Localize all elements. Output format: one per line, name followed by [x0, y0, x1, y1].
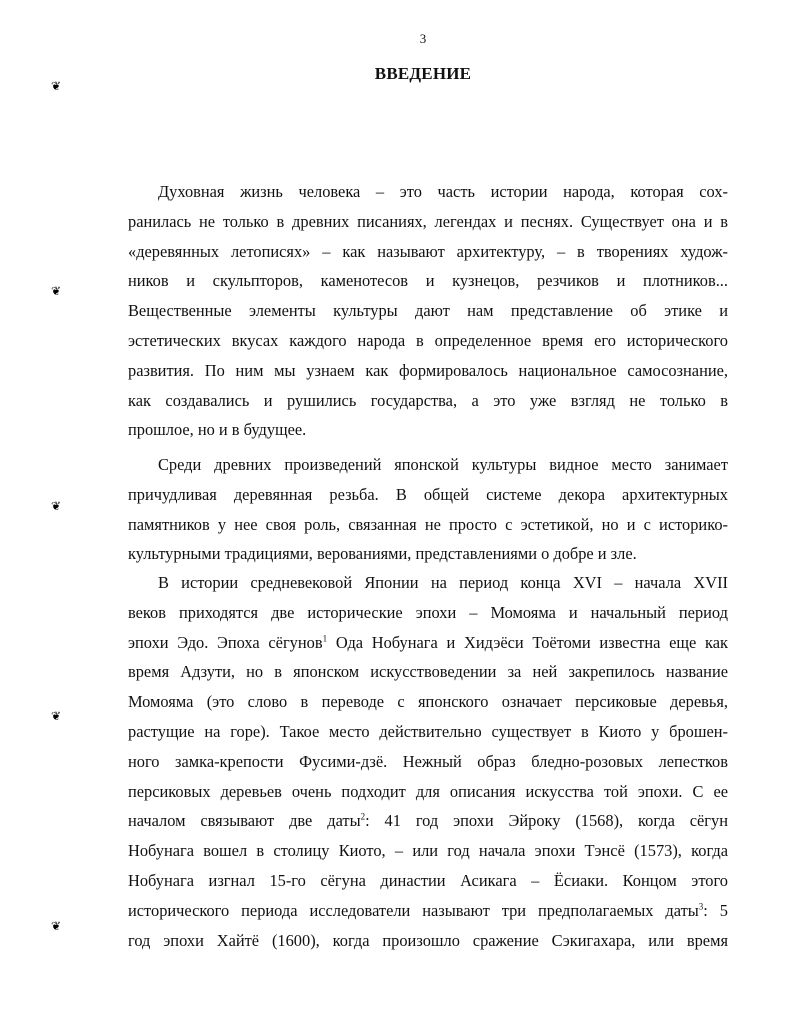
text-line: Момояма (это слово в переводе с японского означает персиковые деревья, — [128, 692, 728, 712]
text-line: Среди древних произведений японской культуры видное место занимает — [158, 455, 728, 474]
text-segment: : 5 — [703, 900, 728, 920]
text-line-with-footnote — [128, 806, 728, 836]
margin-mark: ❦ — [51, 284, 62, 298]
footnote-ref[interactable]: 2 — [360, 811, 366, 822]
text-segment: началом связывают две даты — [128, 811, 361, 831]
text-line: ного замка-крепости Фусими-дзё. Нежный образ бледно-розовых лепестков — [128, 751, 728, 771]
margin-mark: ❦ — [51, 709, 62, 723]
page-title: ВВЕДЕНИЕ — [374, 64, 472, 83]
text-line: Нобунага изгнал 15-го сёгуна династии Асикага – Ёсиаки. Концом этого — [128, 870, 728, 890]
text-line: ранилась не только в древних писаниях, легендах и песнях. Существует она и в — [128, 211, 728, 231]
text-line: Духовная жизнь человека – это часть истории народа, которая сох- — [158, 182, 728, 201]
text-line: персиковых деревьев очень подходит для описания искусства той эпохи. С ее — [128, 781, 728, 801]
text-line: как создавались и рушились государства, а это уже взгляд не только в — [128, 390, 728, 410]
text-segment: исторического периода исследователи называют три предполагаемых даты — [128, 900, 699, 920]
text-line: развития. По ним мы узнаем как формировалось национальное самосознание, — [128, 360, 728, 380]
margin-mark: ❦ — [51, 499, 62, 513]
margin-mark: ❦ — [51, 79, 62, 93]
text-line: растущие на горе). Такое место действительно существует в Киото у брошен- — [128, 721, 728, 741]
text-line: веков приходятся две исторические эпохи – Момояма и начальный период — [128, 602, 728, 622]
text-line: культурными традициями, верованиями, представлениями о добре и зле. — [128, 544, 637, 564]
text-line: Нобунага вошел в столицу Киото, – или год начала эпохи Тэнсё (1573), когда — [128, 841, 728, 861]
text-line-with-footnote — [128, 896, 728, 926]
text-line: эстетических вкусах каждого народа в определенное время его исторического — [128, 330, 728, 350]
text-line: памятников у нее своя роль, связанная не просто с эстетикой, но и с историко- — [128, 514, 728, 534]
text-segment: эпохи Эдо. Эпоха сёгунов — [128, 632, 323, 652]
text-line: Вещественные элементы культуры дают нам представление об этике и — [128, 301, 728, 321]
text-line: время Адзути, но в японском искусствоведении за ней закрепилось название — [128, 662, 728, 682]
text-segment: : 41 год эпохи Эйроку (1568), когда сёгун — [365, 811, 728, 831]
text-segment: Ода Нобунага и Хидэёси Тоётоми известна еще как — [327, 632, 728, 652]
footnote-ref[interactable]: 3 — [698, 901, 704, 912]
text-line: «деревянных летописях» – как называют архитектуру, – в творениях худож- — [128, 241, 728, 261]
text-line: ников и скульпторов, каменотесов и кузнецов, резчиков и плотников... — [128, 271, 728, 291]
paragraph-3 — [128, 568, 728, 955]
text-line: причудливая деревянная резьба. В общей системе декора архитектурных — [128, 484, 728, 504]
page-number: 3 — [419, 31, 427, 46]
text-line: прошлое, но и в будущее. — [128, 420, 307, 440]
text-line-with-footnote — [128, 628, 728, 658]
paragraph-2 — [128, 450, 728, 569]
text-line: год эпохи Хайтё (1600), когда произошло сражение Сэкигахара, или время — [128, 930, 728, 950]
footnote-ref[interactable]: 1 — [322, 633, 328, 644]
paragraph-1 — [128, 177, 728, 445]
text-line: В истории средневековой Японии на период конца XVI – начала XVII — [158, 573, 728, 592]
margin-mark: ❦ — [51, 919, 62, 933]
